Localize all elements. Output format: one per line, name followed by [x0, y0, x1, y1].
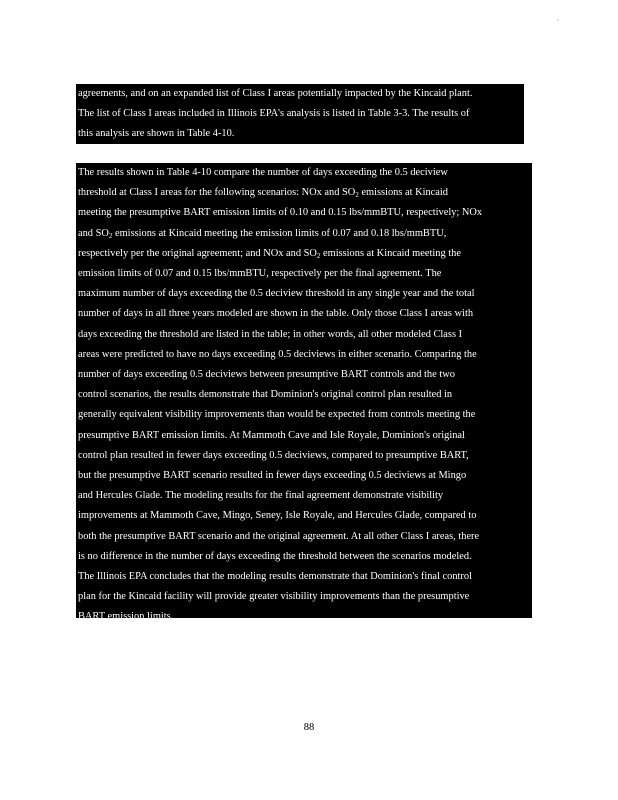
scan-speck: •: [557, 18, 560, 24]
paragraph-results: [76, 163, 532, 623]
page-number: 88: [303, 722, 315, 733]
text-line: improvements at Mammoth Cave, Mingo, Seney, Isle Royale, and Hercules Glade, compared to: [78, 510, 477, 522]
text-line: threshold at Class I areas for the following scenarios: NOx and $SO_2$ emissions at Kincaid: [78, 187, 448, 200]
text-line: but the presumptive BART scenario resulted in fewer days exceeding 0.5 deciviews at Mingo: [78, 470, 467, 482]
text-line: presumptive BART emission limits. At Mammoth Cave and Isle Royale, Dominion's original: [78, 429, 465, 441]
text-line: generally equivalent visibility improvements than would be expected from controls meeting the: [78, 409, 476, 421]
text-line: number of days in all three years modeled are shown in the table. Only those Class I areas with: [78, 308, 474, 320]
text-line: maximum number of days exceeding the 0.5 deciview threshold in any single year and the total: [78, 288, 475, 300]
text-line: agreements, and on an expanded list of Class I areas potentially impacted by the Kincaid plant.: [78, 88, 473, 99]
text-line: emission limits of 0.07 and 0.15 lbs/mmBTU, respectively per the final agreement. The: [78, 268, 442, 280]
text-line: both the presumptive BART scenario and the original agreement. At all other Class I areas, there: [78, 530, 480, 542]
text-line: control scenarios, the results demonstrate that Dominion's original control plan resulted in: [78, 389, 453, 401]
text-line: meeting the presumptive BART emission limits of 0.10 and 0.15 lbs/mmBTU, respectively; NOx: [78, 207, 483, 219]
text-line: plan for the Kincaid facility will provide greater visibility improvements than the presumptive: [78, 591, 470, 603]
text-line: number of days exceeding 0.5 deciviews between presumptive BART controls and the two: [78, 369, 455, 381]
text-line: this analysis are shown in Table 4-10.: [78, 128, 235, 140]
text-line: control plan resulted in fewer days exceeding 0.5 deciviews, compared to presumptive BART,: [78, 449, 469, 461]
text-line: days exceeding the threshold are listed in the table; in other words, all other modeled Class I: [78, 328, 463, 340]
text-line: BART emission limits.: [78, 611, 174, 623]
text-line: The Illinois EPA concludes that the modeling results demonstrate that Dominion's final control: [78, 571, 472, 583]
text-line: The results shown in Table 4-10 compare the number of days exceeding the 0.5 deciview: [78, 167, 448, 178]
paragraph-intro: [76, 84, 524, 144]
text-line: is no difference in the number of days exceeding the threshold between the scenarios modeled.: [78, 550, 472, 562]
text-line: The list of Class I areas included in Illinois EPA's analysis is listed in Table 3-3. The results of: [78, 108, 470, 120]
text-line: and $SO_2$ emissions at Kincaid meeting the emission limits of 0.07 and 0.18 lbs/mmBTU,: [78, 227, 447, 240]
text-line: areas were predicted to have no days exceeding 0.5 deciviews in either scenario. Comparing the: [78, 348, 477, 360]
text-line: respectively per the original agreement; and NOx and $SO_2$ emissions at Kincaid meeting the: [78, 247, 461, 260]
scan-speck: ·: [593, 24, 595, 30]
text-line: and Hercules Glade. The modeling results for the final agreement demonstrate visibility: [78, 490, 444, 502]
